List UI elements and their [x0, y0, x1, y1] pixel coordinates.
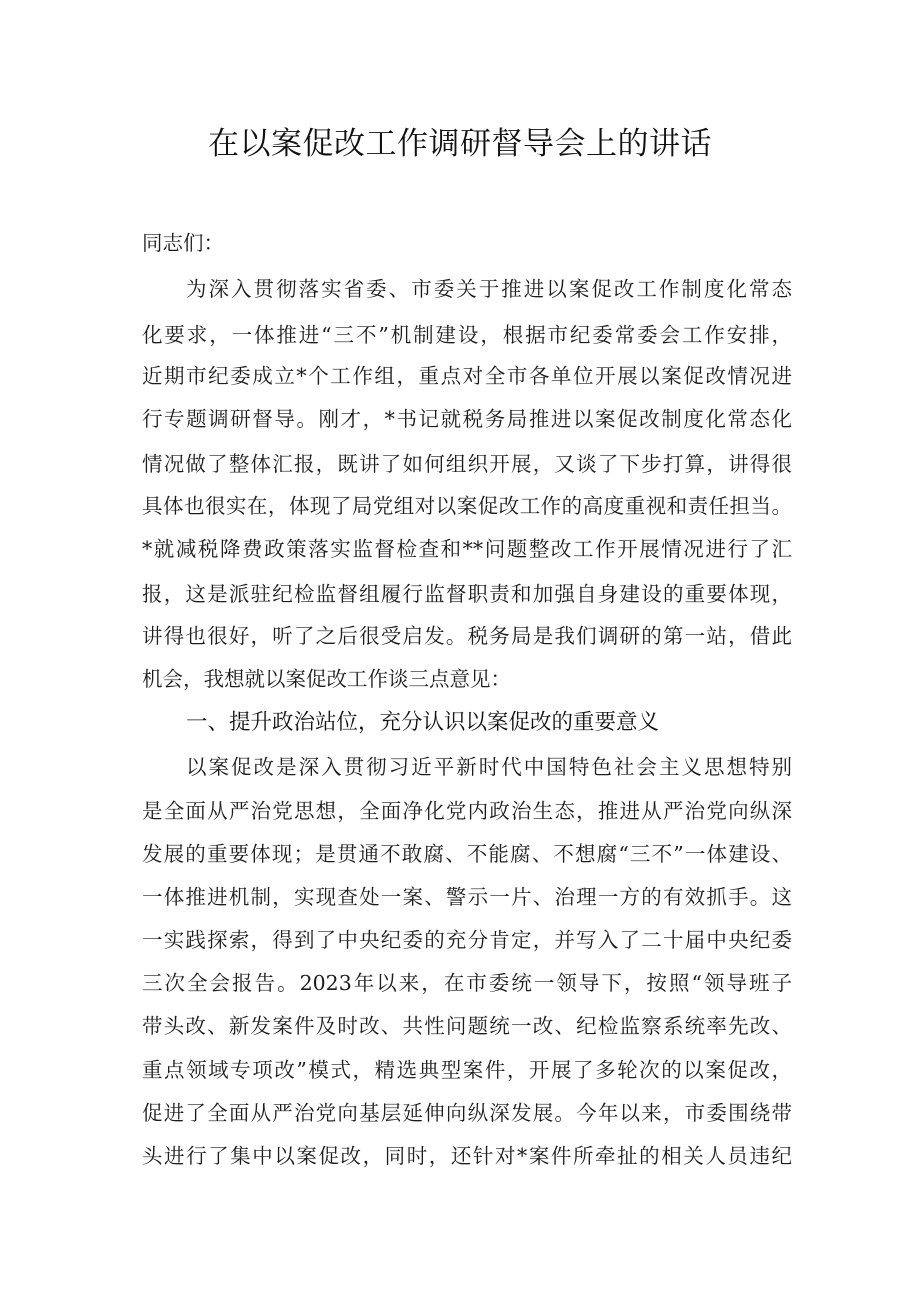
paragraph-line: *就减税降费政策落实监督检查和**问题整改工作开展情况进行了汇 — [142, 537, 792, 561]
paragraph-line: 以案促改是深入贯彻习近平新时代中国特色社会主义思想特别 — [186, 755, 792, 779]
section-heading: 一、提升政治站位，充分认识以案促改的重要意义 — [186, 710, 660, 735]
paragraph-line: 具体也很实在，体现了局党组对以案促改工作的高度重视和责任担当。 — [142, 494, 792, 518]
paragraph-line: 促进了全面从严治党向基层延伸向纵深发展。今年以来，市委围绕带 — [142, 1101, 792, 1125]
paragraph-line: 一体推进机制，实现查处一案、警示一片、治理一方的有效抓手。这 — [142, 885, 792, 909]
paragraph-line: 头进行了集中以案促改，同时，还针对*案件所牵扯的相关人员违纪 — [142, 1144, 792, 1168]
paragraph-line: 化要求，一体推进“三不”机制建设，根据市纪委常委会工作安排， — [142, 323, 792, 347]
paragraph-line: 近期市纪委成立*个工作组，重点对全市各单位开展以案促改情况进 — [142, 364, 792, 388]
paragraph-line: 行专题调研督导。刚才，*书记就税务局推进以案促改制度化常态化 — [142, 407, 792, 431]
paragraph-line: 三次全会报告。2023年以来，在市委统一领导下，按照“领导班子 — [142, 971, 792, 995]
paragraph-line: 情况做了整体汇报，既讲了如何组织开展，又谈了下步打算，讲得很 — [142, 452, 792, 476]
paragraph-line: 是全面从严治党思想，全面净化党内政治生态，推进从严治党向纵深 — [142, 799, 792, 823]
paragraph-line: 带头改、新发案件及时改、共性问题统一改、纪检监察系统率先改、 — [142, 1014, 792, 1038]
paragraph-line: 为深入贯彻落实省委、市委关于推进以案促改工作制度化常态 — [186, 277, 792, 301]
paragraph-line: 报，这是派驻纪检监督组履行监督职责和加强自身建设的重要体现， — [142, 582, 792, 606]
paragraph-line: 发展的重要体现；是贯通不敢腐、不能腐、不想腐“三不”一体建设、 — [142, 842, 792, 866]
paragraph-line: 一实践探索，得到了中央纪委的充分肯定，并写入了二十届中央纪委 — [142, 928, 792, 952]
page-title: 在以案促改工作调研督导会上的讲话 — [208, 126, 712, 162]
salutation: 同志们： — [142, 231, 224, 255]
paragraph-line: 机会，我想就以案促改工作谈三点意见： — [142, 667, 511, 691]
paragraph-line: 重点领域专项改”模式，精选典型案件，开展了多轮次的以案促改， — [142, 1058, 792, 1082]
paragraph-line: 讲得也很好，听了之后很受启发。税务局是我们调研的第一站，借此 — [142, 624, 792, 648]
